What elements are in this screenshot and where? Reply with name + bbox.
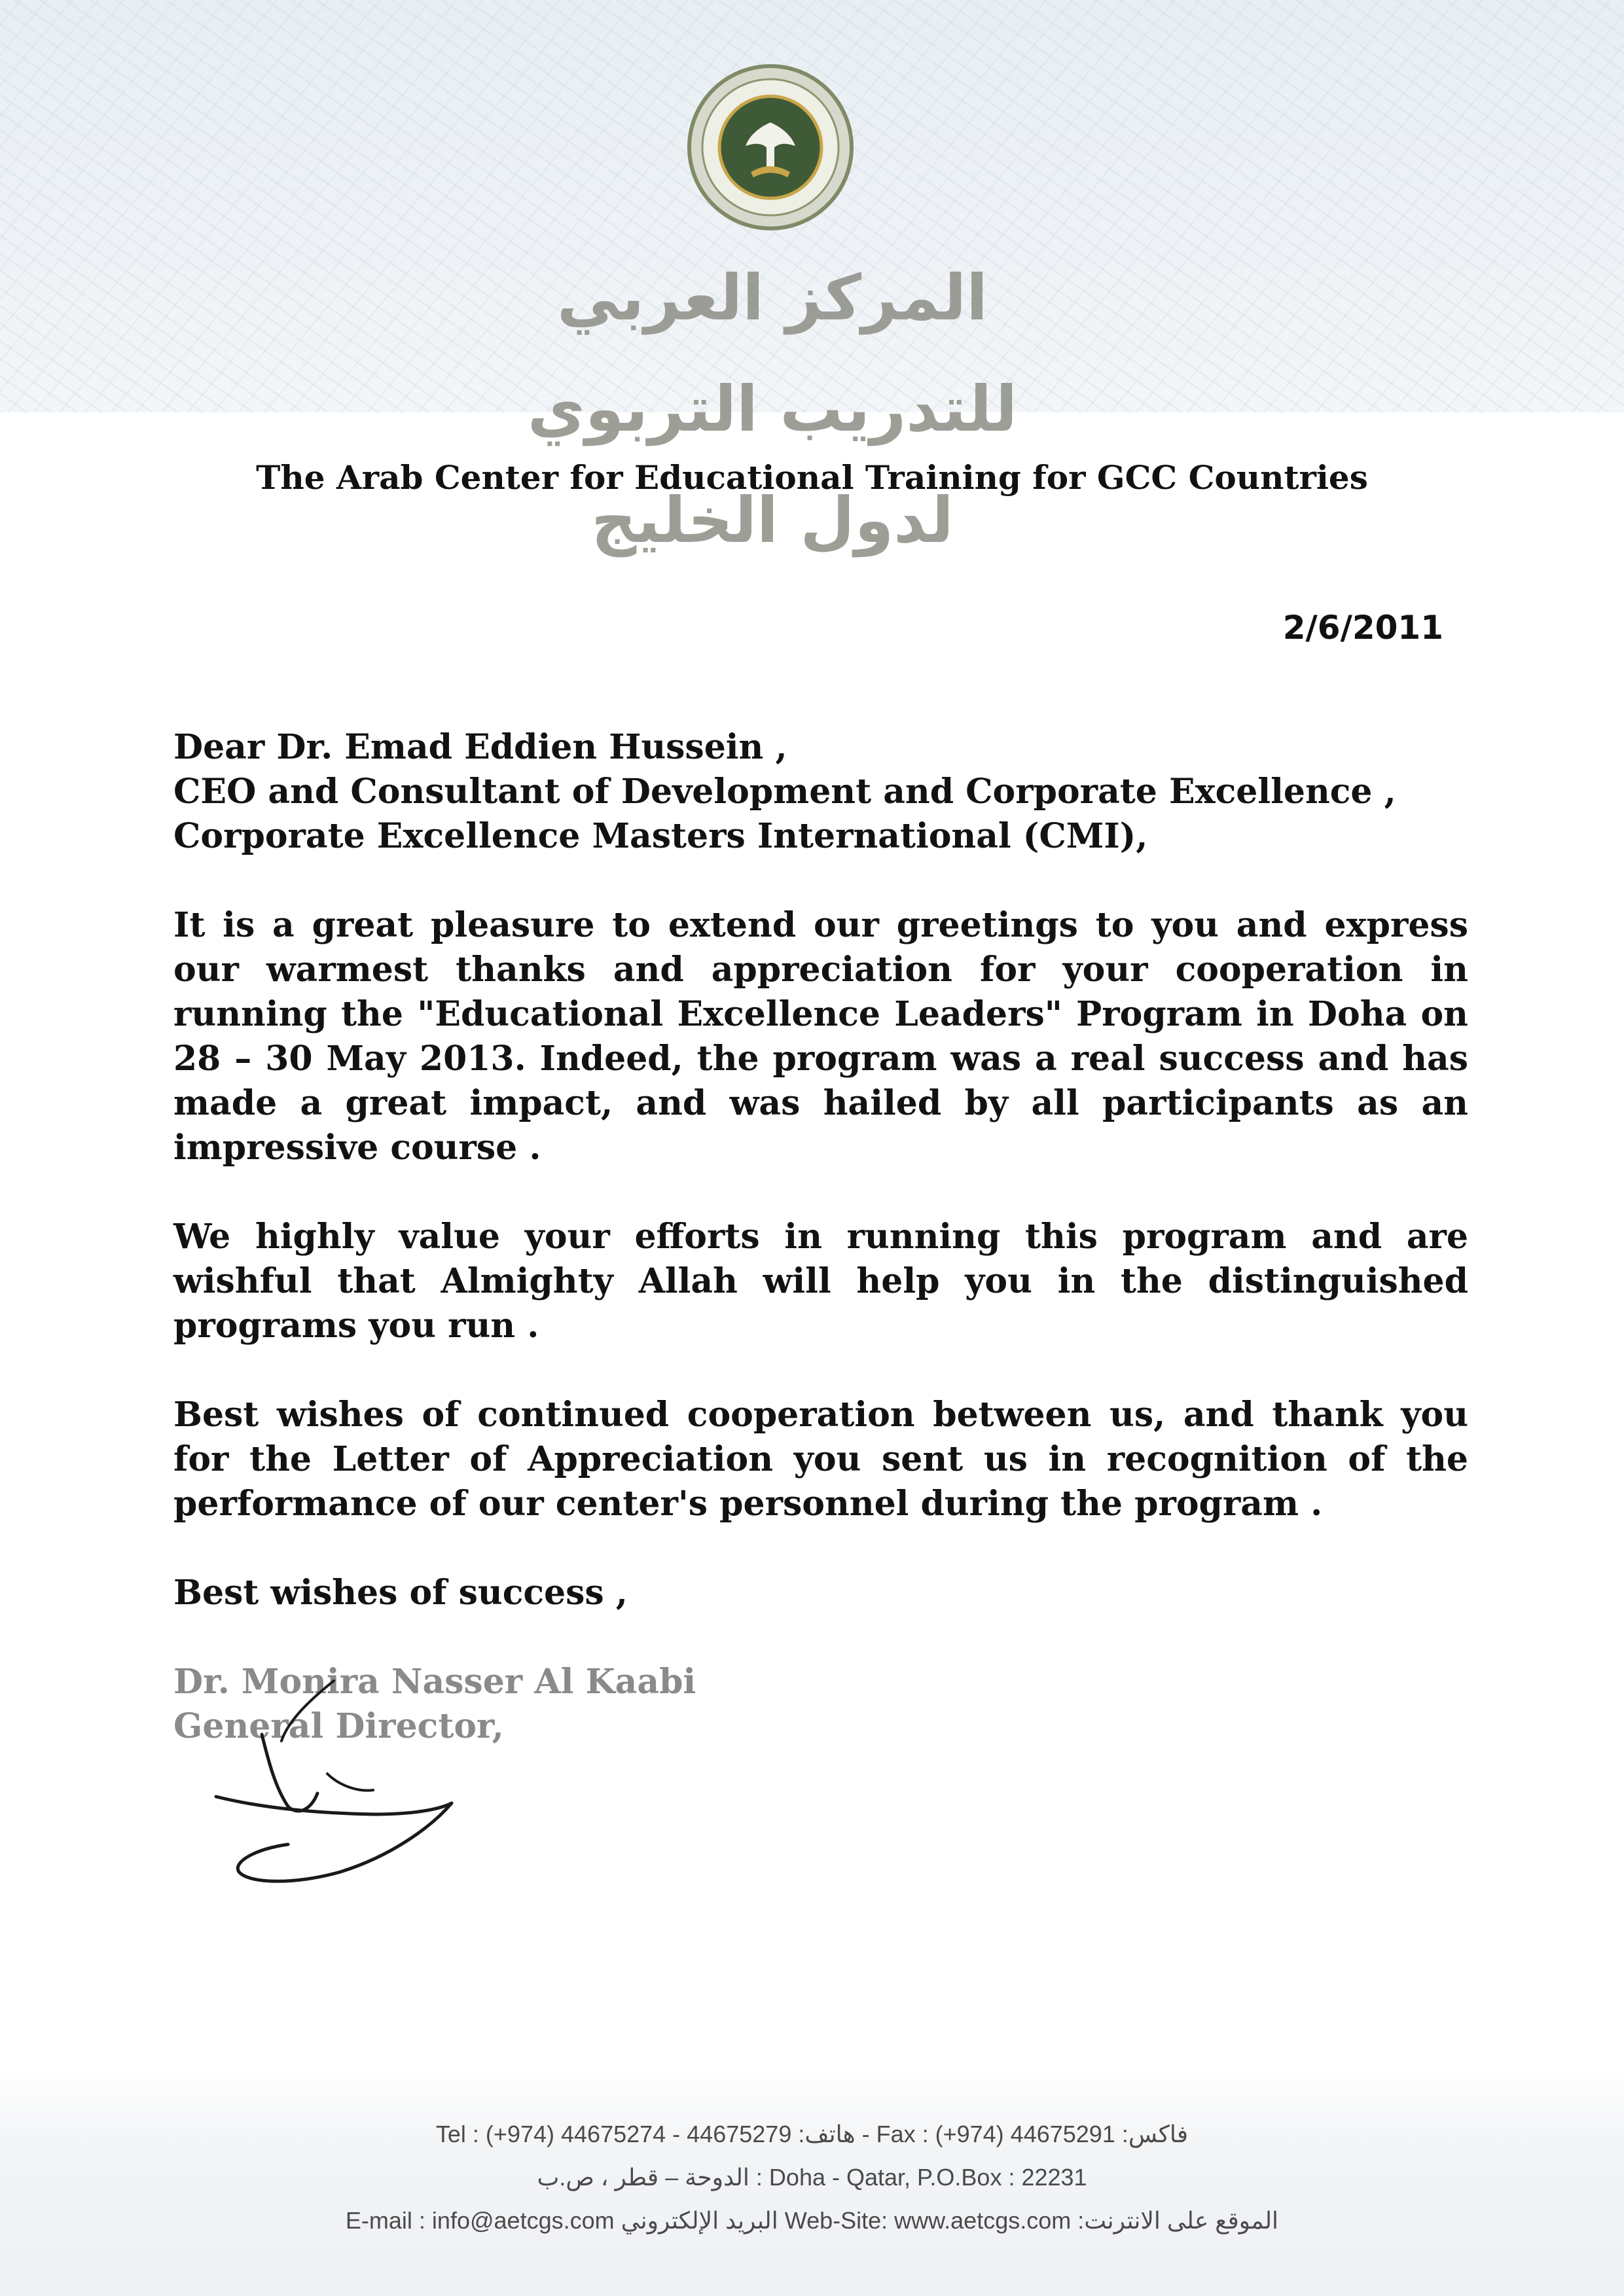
signer-name: Dr. Monira Nasser Al Kaabi	[173, 1662, 696, 1702]
recipient-block	[173, 725, 1468, 859]
recipient-organization: Corporate Excellence Masters International (CMI),	[173, 816, 1148, 856]
signer-title: General Director,	[173, 1706, 504, 1746]
letter-date: 2/6/2011	[1282, 609, 1443, 647]
footer-email-website: E-mail : info@aetcgs.com البريد الإلكتروني Web-Site: www.aetcgs.com :الموقع على الانترنت	[345, 2207, 1279, 2234]
letter-body	[173, 725, 1468, 1749]
letterhead-footer	[0, 2068, 1624, 2296]
arabic-organization-name: المركز العربي للتدريب التربوي لدول الخليج	[527, 261, 1018, 557]
closing-line: Best wishes of success ,	[173, 1573, 628, 1613]
body-paragraph-2: We highly value your efforts in running this program and are wishful that Almighty Allah will help you in the distinguished programs you run .	[173, 1217, 1468, 1346]
body-paragraph-1: It is a great pleasure to extend our greetings to you and express our warmest thanks and appreciation for your cooperation in running the "Educational Excellence Leaders" Program in Doha on 28 – 30 May 2013. Indeed, the program was a real success and has made a great impact, and was hailed by all participants as an impressive course .	[173, 905, 1468, 1168]
recipient-position: CEO and Consultant of Development and Corporate Excellence ,	[173, 772, 1396, 812]
footer-phone-fax: Tel : (+974) 44675274 - 44675279 :هاتف - Fax : (+974) 44675291 :فاكس	[435, 2121, 1189, 2147]
organization-seal-icon	[685, 62, 856, 232]
footer-address: الدوحة – قطر ، ص.ب : Doha - Qatar, P.O.Box : 22231	[537, 2164, 1087, 2191]
handwritten-signature	[177, 1676, 478, 1892]
body-paragraph-3: Best wishes of continued cooperation between us, and thank you for the Letter of Appreciation you sent us in recognition of the performance of our center's personnel during the program .	[173, 1395, 1468, 1524]
recipient-name: Dear Dr. Emad Eddien Hussein ,	[173, 727, 787, 767]
organization-title: The Arab Center for Educational Training for GCC Countries	[256, 458, 1368, 497]
